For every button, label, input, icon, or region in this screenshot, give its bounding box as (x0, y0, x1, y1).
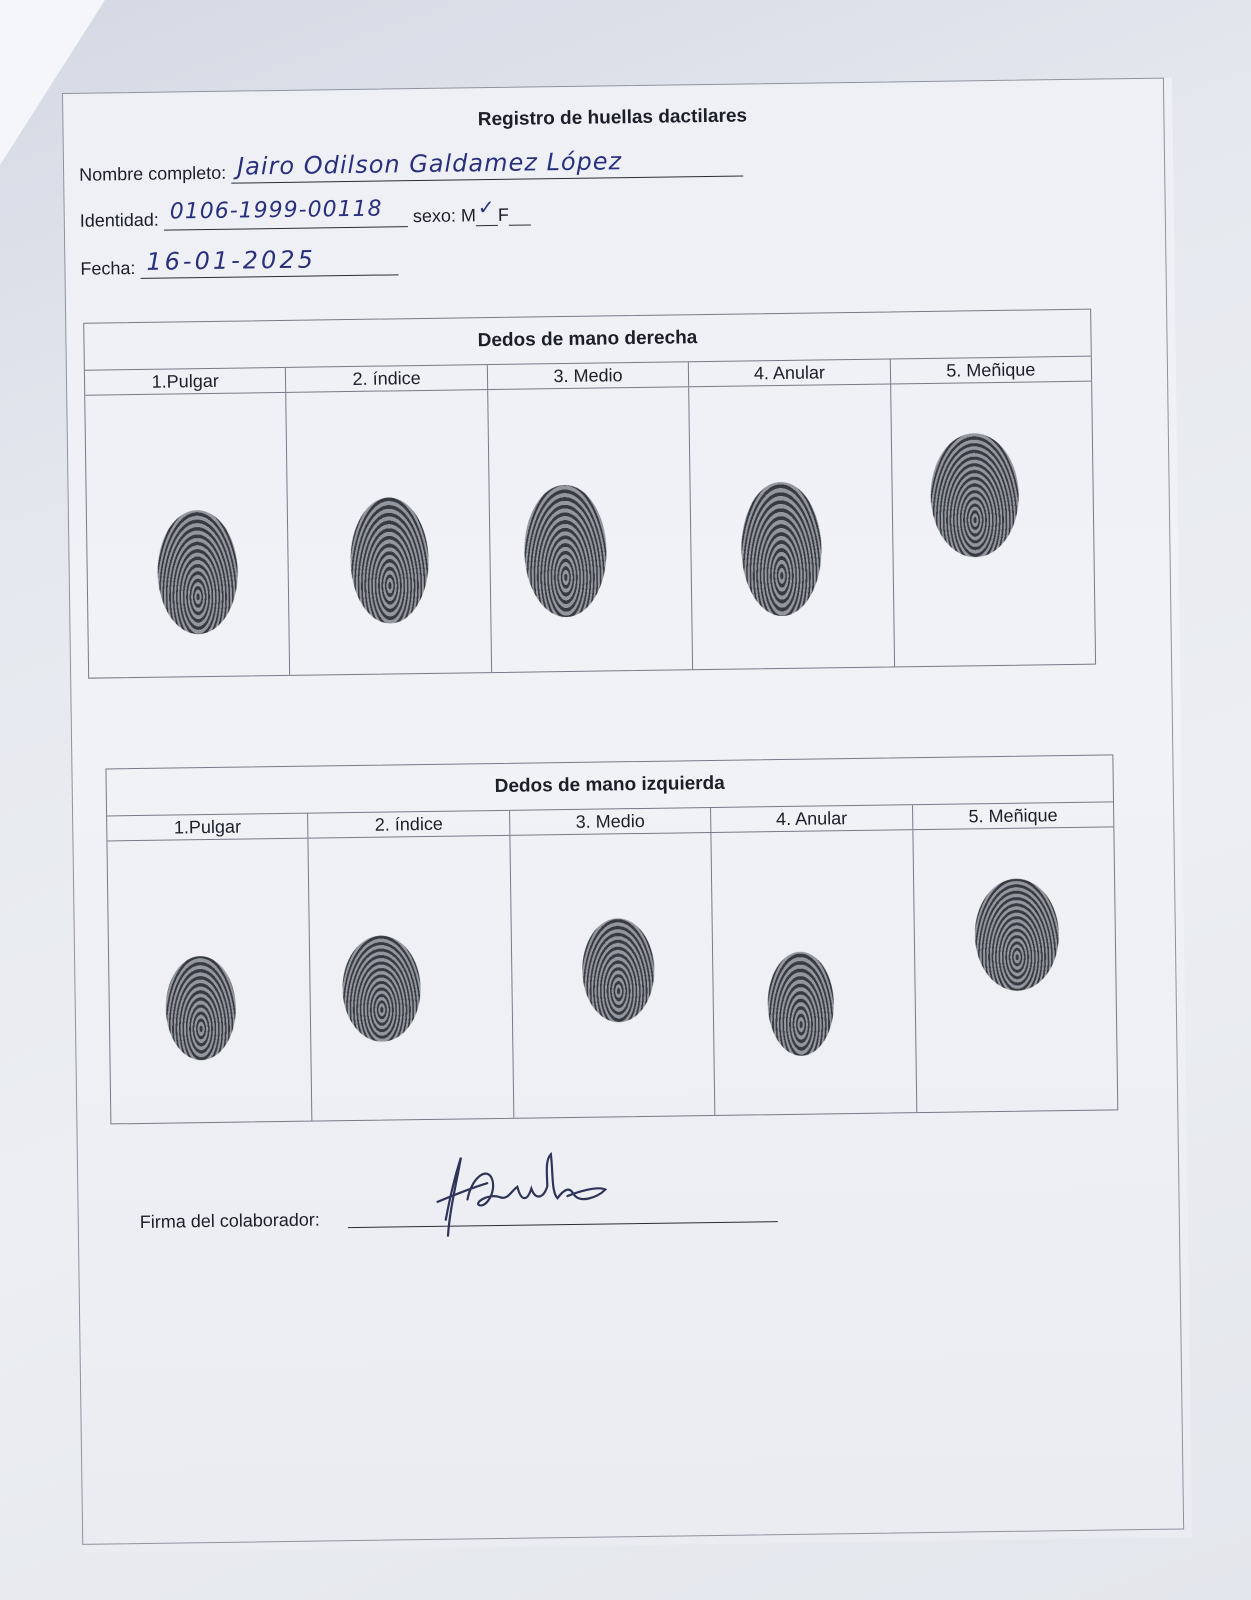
signature-field (140, 1210, 320, 1234)
left-finger-label: 1.Pulgar (107, 814, 309, 841)
right-finger-label: 3. Medio (488, 362, 690, 389)
sex-label: sexo: M (412, 205, 477, 227)
fingerprint-image (342, 935, 421, 1042)
sex-female-line (509, 198, 531, 225)
id-value: 0106-1999-00118 (169, 196, 383, 225)
right-hand-table (83, 309, 1096, 679)
left-finger-label: 3. Medio (510, 808, 712, 835)
name-label: Nombre completo: (79, 162, 227, 185)
id-label: Identidad: (79, 209, 159, 231)
date-line (140, 245, 398, 279)
print-cell (85, 393, 290, 678)
print-cell (510, 833, 715, 1118)
date-field (80, 245, 398, 279)
fingerprint-image (581, 918, 654, 1023)
right-finger-label: 5. Meñique (946, 359, 1036, 381)
fingerprint-image (974, 878, 1060, 991)
fingerprint-image (741, 481, 823, 616)
fingerprint-image (165, 956, 236, 1061)
right-hand-prints (85, 382, 1095, 678)
left-finger-label: 4. Anular (711, 805, 913, 832)
right-finger-label: 2. índice (286, 365, 488, 392)
print-cell (309, 836, 514, 1121)
fingerprint-image (523, 484, 607, 617)
print-cell (689, 384, 894, 669)
print-cell (488, 387, 693, 672)
fingerprint-image (350, 497, 430, 624)
print-cell (107, 839, 312, 1124)
sex-check-mark: ✓ (477, 194, 496, 220)
left-hand-prints (107, 827, 1117, 1123)
signature-drawing (427, 1147, 618, 1240)
sex-male-line (476, 194, 498, 226)
right-finger-label: 4. Anular (689, 359, 891, 386)
signature-label: Firma del colaborador: (139, 1209, 320, 1233)
date-label: Fecha: (80, 257, 136, 279)
name-value: Jairo Odilson Galdamez López (236, 147, 623, 181)
right-hand-heading: Dedos de mano derecha (84, 310, 1091, 371)
left-hand-table (105, 754, 1118, 1124)
print-cell (712, 830, 917, 1115)
fingerprint-form-sheet (62, 78, 1192, 1553)
date-value: 16-01-2025 (146, 245, 317, 276)
fingerprint-image (929, 433, 1019, 558)
left-finger-label: 2. índice (308, 811, 510, 838)
print-cell (287, 390, 492, 675)
form-title: Registro de huellas dactilares (477, 105, 748, 131)
fingerprint-image (157, 510, 239, 635)
print-cell (913, 827, 1117, 1112)
right-finger-label: 1.Pulgar (85, 368, 287, 395)
print-cell (891, 382, 1095, 667)
left-hand-heading: Dedos de mano izquierda (106, 755, 1113, 816)
sex-female-label: F (497, 204, 510, 225)
left-finger-label: 5. Meñique (968, 805, 1058, 827)
fingerprint-image (767, 951, 834, 1056)
id-line (164, 196, 408, 230)
